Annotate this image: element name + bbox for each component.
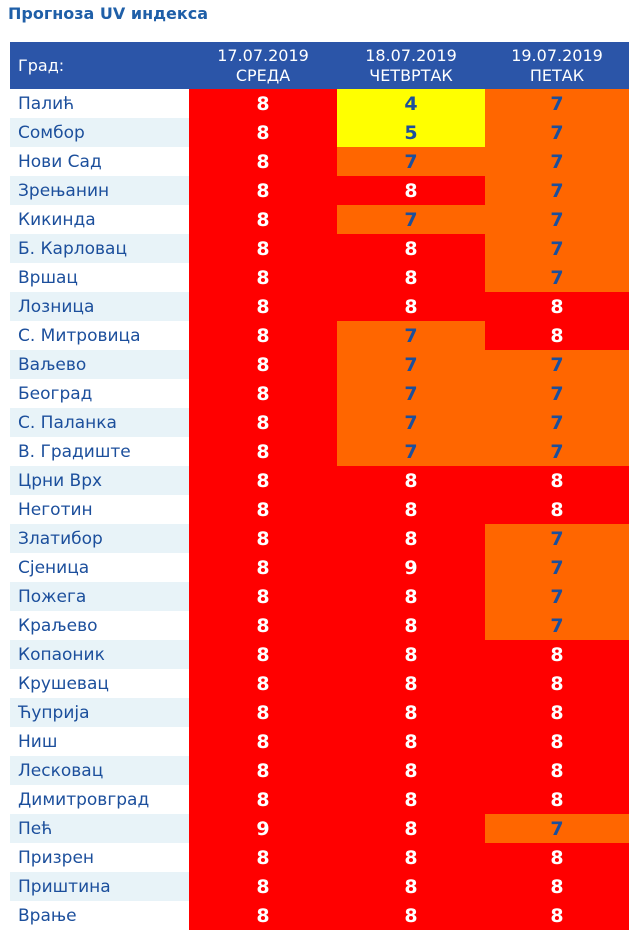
uv-index-cell: 8: [485, 495, 629, 524]
uv-index-cell: 8: [189, 466, 337, 495]
city-column-header: Град:: [10, 42, 189, 89]
city-name: В. Градиште: [10, 437, 189, 466]
table-row: [10, 437, 629, 466]
table-row: [10, 350, 629, 379]
uv-index-cell: 7: [337, 321, 485, 350]
day-column-header: [337, 42, 485, 89]
uv-index-cell: 7: [337, 205, 485, 234]
uv-index-cell: 7: [485, 89, 629, 118]
table-row: [10, 698, 629, 727]
day-weekday: ПЕТАК: [529, 65, 585, 85]
city-name: Лозница: [10, 292, 189, 321]
uv-index-cell: 7: [485, 611, 629, 640]
uv-index-cell: 7: [485, 118, 629, 147]
uv-index-cell: 7: [485, 234, 629, 263]
uv-index-cell: 8: [189, 321, 337, 350]
city-name: С. Митровица: [10, 321, 189, 350]
city-name: С. Паланка: [10, 408, 189, 437]
uv-index-cell: 8: [337, 234, 485, 263]
table-row: [10, 466, 629, 495]
table-row: [10, 611, 629, 640]
uv-index-cell: 8: [189, 292, 337, 321]
day-column-header: [485, 42, 629, 89]
uv-index-cell: 8: [337, 669, 485, 698]
uv-index-cell: 8: [337, 843, 485, 872]
city-name: Сомбор: [10, 118, 189, 147]
uv-index-cell: 8: [337, 466, 485, 495]
uv-index-cell: 7: [337, 437, 485, 466]
city-name: Кикинда: [10, 205, 189, 234]
table-row: [10, 524, 629, 553]
city-name: Ћуприја: [10, 698, 189, 727]
uv-index-cell: 8: [485, 669, 629, 698]
city-name: Ваљево: [10, 350, 189, 379]
uv-index-cell: 8: [337, 814, 485, 843]
uv-index-cell: 8: [189, 611, 337, 640]
city-name: Копаоник: [10, 640, 189, 669]
uv-index-cell: 7: [485, 176, 629, 205]
table-row: [10, 118, 629, 147]
uv-index-cell: 8: [189, 553, 337, 582]
uv-index-cell: 8: [337, 727, 485, 756]
uv-index-cell: 8: [189, 524, 337, 553]
city-name: Пожега: [10, 582, 189, 611]
uv-index-cell: 8: [337, 611, 485, 640]
day-date: 17.07.2019: [217, 45, 309, 65]
city-name: Приштина: [10, 872, 189, 901]
city-name: Београд: [10, 379, 189, 408]
day-date: 18.07.2019: [365, 45, 457, 65]
uv-index-cell: 8: [485, 321, 629, 350]
city-name: Крушевац: [10, 669, 189, 698]
table-row: [10, 408, 629, 437]
city-name: Призрен: [10, 843, 189, 872]
uv-index-cell: 7: [485, 379, 629, 408]
uv-index-cell: 8: [485, 872, 629, 901]
uv-index-cell: 8: [189, 756, 337, 785]
uv-index-cell: 8: [485, 901, 629, 930]
table-row: [10, 785, 629, 814]
uv-index-cell: 8: [337, 756, 485, 785]
uv-index-cell: 8: [485, 727, 629, 756]
uv-index-cell: 8: [485, 843, 629, 872]
day-weekday: СРЕДА: [235, 65, 291, 85]
city-name: Нови Сад: [10, 147, 189, 176]
table-row: [10, 263, 629, 292]
uv-index-cell: 8: [189, 495, 337, 524]
uv-index-cell: 7: [485, 408, 629, 437]
uv-index-cell: 8: [485, 785, 629, 814]
uv-index-cell: 8: [337, 524, 485, 553]
uv-index-cell: 8: [189, 379, 337, 408]
table-row: [10, 176, 629, 205]
uv-index-cell: 8: [337, 582, 485, 611]
city-name: Димитровград: [10, 785, 189, 814]
uv-index-cell: 8: [189, 872, 337, 901]
table-header-row: [10, 42, 629, 89]
uv-index-cell: 7: [337, 379, 485, 408]
day-date: 19.07.2019: [511, 45, 603, 65]
uv-index-cell: 8: [189, 118, 337, 147]
uv-index-cell: 8: [189, 901, 337, 930]
table-row: [10, 901, 629, 930]
uv-index-cell: 8: [189, 350, 337, 379]
uv-index-cell: 7: [337, 147, 485, 176]
uv-index-cell: 8: [189, 176, 337, 205]
uv-index-cell: 7: [337, 408, 485, 437]
table-body: [10, 89, 629, 930]
table-row: [10, 756, 629, 785]
city-name: Неготин: [10, 495, 189, 524]
uv-index-cell: 8: [189, 727, 337, 756]
table-row: [10, 872, 629, 901]
city-name: Врање: [10, 901, 189, 930]
day-column-header: [189, 42, 337, 89]
uv-index-cell: 8: [485, 698, 629, 727]
table-row: [10, 582, 629, 611]
uv-index-cell: 8: [189, 263, 337, 292]
city-name: Вршац: [10, 263, 189, 292]
uv-index-cell: 8: [189, 89, 337, 118]
city-name: Палић: [10, 89, 189, 118]
table-row: [10, 814, 629, 843]
city-name: Зрењанин: [10, 176, 189, 205]
uv-index-cell: 7: [485, 814, 629, 843]
uv-forecast-table: [10, 42, 629, 930]
uv-index-cell: 8: [337, 698, 485, 727]
uv-index-cell: 8: [189, 582, 337, 611]
table-row: [10, 640, 629, 669]
uv-index-cell: 8: [337, 785, 485, 814]
uv-index-cell: 8: [337, 292, 485, 321]
table-row: [10, 669, 629, 698]
uv-index-cell: 7: [485, 205, 629, 234]
table-row: [10, 379, 629, 408]
uv-index-cell: 7: [485, 437, 629, 466]
uv-index-cell: 8: [189, 437, 337, 466]
uv-index-cell: 8: [189, 234, 337, 263]
uv-index-cell: 8: [337, 176, 485, 205]
day-weekday: ЧЕТВРТАК: [369, 65, 453, 85]
uv-index-cell: 8: [485, 640, 629, 669]
uv-index-cell: 8: [189, 640, 337, 669]
uv-index-cell: 8: [189, 408, 337, 437]
table-row: [10, 234, 629, 263]
city-name: Лесковац: [10, 756, 189, 785]
table-row: [10, 727, 629, 756]
uv-index-cell: 8: [337, 872, 485, 901]
uv-index-cell: 7: [485, 582, 629, 611]
city-name: Б. Карловац: [10, 234, 189, 263]
uv-index-cell: 8: [189, 147, 337, 176]
uv-index-cell: 8: [337, 640, 485, 669]
uv-index-cell: 8: [485, 292, 629, 321]
city-name: Краљево: [10, 611, 189, 640]
uv-index-cell: 8: [337, 901, 485, 930]
uv-index-cell: 4: [337, 89, 485, 118]
uv-index-cell: 8: [189, 669, 337, 698]
uv-index-cell: 8: [337, 495, 485, 524]
city-name: Пећ: [10, 814, 189, 843]
table-row: [10, 147, 629, 176]
table-row: [10, 292, 629, 321]
uv-index-cell: 8: [189, 785, 337, 814]
city-name: Црни Врх: [10, 466, 189, 495]
uv-index-cell: 9: [337, 553, 485, 582]
uv-index-cell: 8: [189, 843, 337, 872]
uv-index-cell: 5: [337, 118, 485, 147]
uv-index-cell: 8: [485, 756, 629, 785]
table-row: [10, 205, 629, 234]
uv-index-cell: 7: [485, 524, 629, 553]
uv-index-cell: 8: [189, 698, 337, 727]
uv-index-cell: 7: [337, 350, 485, 379]
table-row: [10, 321, 629, 350]
table-row: [10, 495, 629, 524]
page-title: Прогноза UV индекса: [8, 4, 209, 23]
uv-index-cell: 7: [485, 147, 629, 176]
uv-index-cell: 7: [485, 553, 629, 582]
city-name: Ниш: [10, 727, 189, 756]
table-row: [10, 553, 629, 582]
city-name: Сјеница: [10, 553, 189, 582]
table-row: [10, 843, 629, 872]
table-row: [10, 89, 629, 118]
city-name: Златибор: [10, 524, 189, 553]
uv-index-cell: 7: [485, 350, 629, 379]
uv-index-cell: 8: [337, 263, 485, 292]
uv-index-cell: 7: [485, 263, 629, 292]
uv-index-cell: 9: [189, 814, 337, 843]
uv-index-cell: 8: [189, 205, 337, 234]
uv-index-cell: 8: [485, 466, 629, 495]
